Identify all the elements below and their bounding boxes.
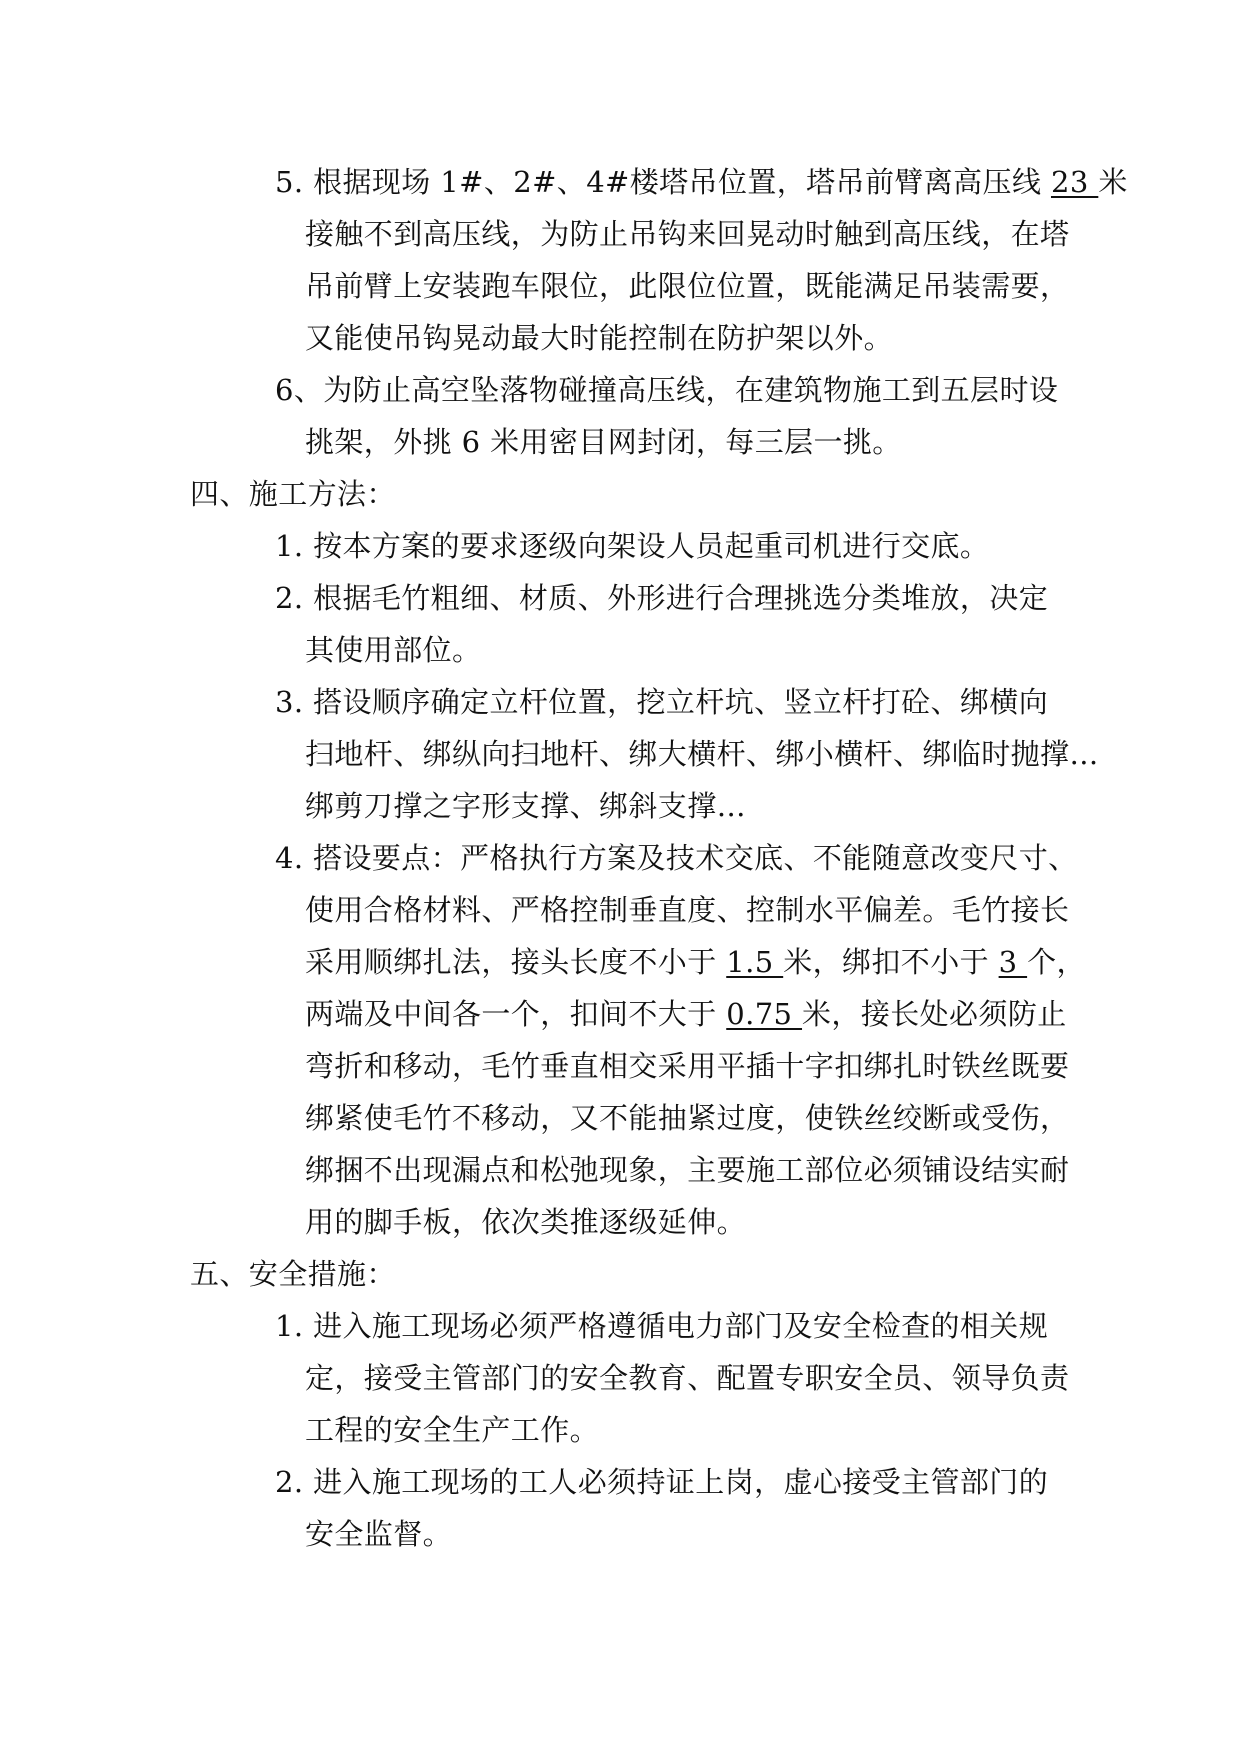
- s5-item-1-line-1: 1. 进入施工现场必须严格遵循电力部门及安全检查的相关规: [275, 1309, 1049, 1343]
- text: 米: [1098, 165, 1128, 199]
- s4-item-4-line-8: 用的脚手板，依次类推逐级延伸。: [305, 1205, 747, 1239]
- s5-item-1-line-2: 定，接受主管部门的安全教育、配置专职安全员、领导负责: [305, 1361, 1070, 1395]
- item-5-line-4: 又能使吊钩晃动最大时能控制在防护架以外。: [305, 321, 894, 355]
- item-6-line-2: 挑架，外挑 6 米用密目网封闭，每三层一挑。: [305, 425, 902, 459]
- section-4-heading: 四、施工方法：: [190, 477, 396, 511]
- s4-item-3-line-1: 3. 搭设顺序确定立杆位置，挖立杆坑、竖立杆打砼、绑横向: [275, 685, 1049, 719]
- s4-item-4-line-1: 4. 搭设要点：严格执行方案及技术交底、不能随意改变尺寸、: [275, 841, 1078, 875]
- text: 采用顺绑扎法，接头长度不小于: [305, 945, 727, 979]
- s5-item-2-line-2: 安全监督。: [305, 1517, 453, 1551]
- s4-item-3-line-2: 扫地杆、绑纵向扫地杆、绑大横杆、绑小横杆、绑临时抛撑…: [305, 737, 1099, 771]
- text: 两端及中间各一个，扣间不大于: [305, 997, 727, 1031]
- text: 米，接长处必须防止: [802, 997, 1067, 1031]
- underlined-value: 3: [998, 945, 1028, 979]
- s4-item-4-line-7: 绑捆不出现漏点和松弛现象，主要施工部位必须铺设结实耐: [305, 1153, 1070, 1187]
- underlined-value: 23: [1050, 165, 1099, 199]
- s5-item-1-line-3: 工程的安全生产工作。: [305, 1413, 600, 1447]
- s4-item-4-line-6: 绑紧使毛竹不移动，又不能抽紧过度，使铁丝绞断或受伤，: [305, 1101, 1070, 1135]
- s4-item-2-line-1: 2. 根据毛竹粗细、材质、外形进行合理挑选分类堆放，决定: [275, 581, 1049, 615]
- s4-item-4-line-5: 弯折和移动，毛竹垂直相交采用平插十字扣绑扎时铁丝既要: [305, 1049, 1070, 1083]
- s4-item-4-line-3: [305, 942, 1086, 982]
- s5-item-2-line-1: 2. 进入施工现场的工人必须持证上岗，虚心接受主管部门的: [275, 1465, 1049, 1499]
- underlined-value: 0.75: [726, 997, 803, 1031]
- text: 米，绑扣不小于: [783, 945, 999, 979]
- s4-item-2-line-2: 其使用部位。: [305, 633, 482, 667]
- item-5-line-2: 接触不到高压线，为防止吊钩来回晃动时触到高压线，在塔: [305, 217, 1070, 251]
- item-5-line-3: 吊前臂上安装跑车限位，此限位位置，既能满足吊装需要，: [305, 269, 1070, 303]
- text: 个，: [1027, 945, 1086, 979]
- text: 5. 根据现场 1#、2#、4#楼塔吊位置，塔吊前臂离高压线: [275, 165, 1051, 199]
- section-5-heading: 五、安全措施：: [190, 1257, 396, 1291]
- s4-item-3-line-3: 绑剪刀撑之字形支撑、绑斜支撑…: [305, 789, 747, 823]
- s4-item-1-line-1: 1. 按本方案的要求逐级向架设人员起重司机进行交底。: [275, 529, 990, 563]
- item-6-line-1: 6、为防止高空坠落物碰撞高压线，在建筑物施工到五层时设: [275, 373, 1059, 407]
- s4-item-4-line-2: 使用合格材料、严格控制垂直度、控制水平偏差。毛竹接长: [305, 893, 1070, 927]
- underlined-value: 1.5: [726, 945, 784, 979]
- s4-item-4-line-4: [305, 994, 1067, 1034]
- item-5-line-1: [275, 162, 1128, 202]
